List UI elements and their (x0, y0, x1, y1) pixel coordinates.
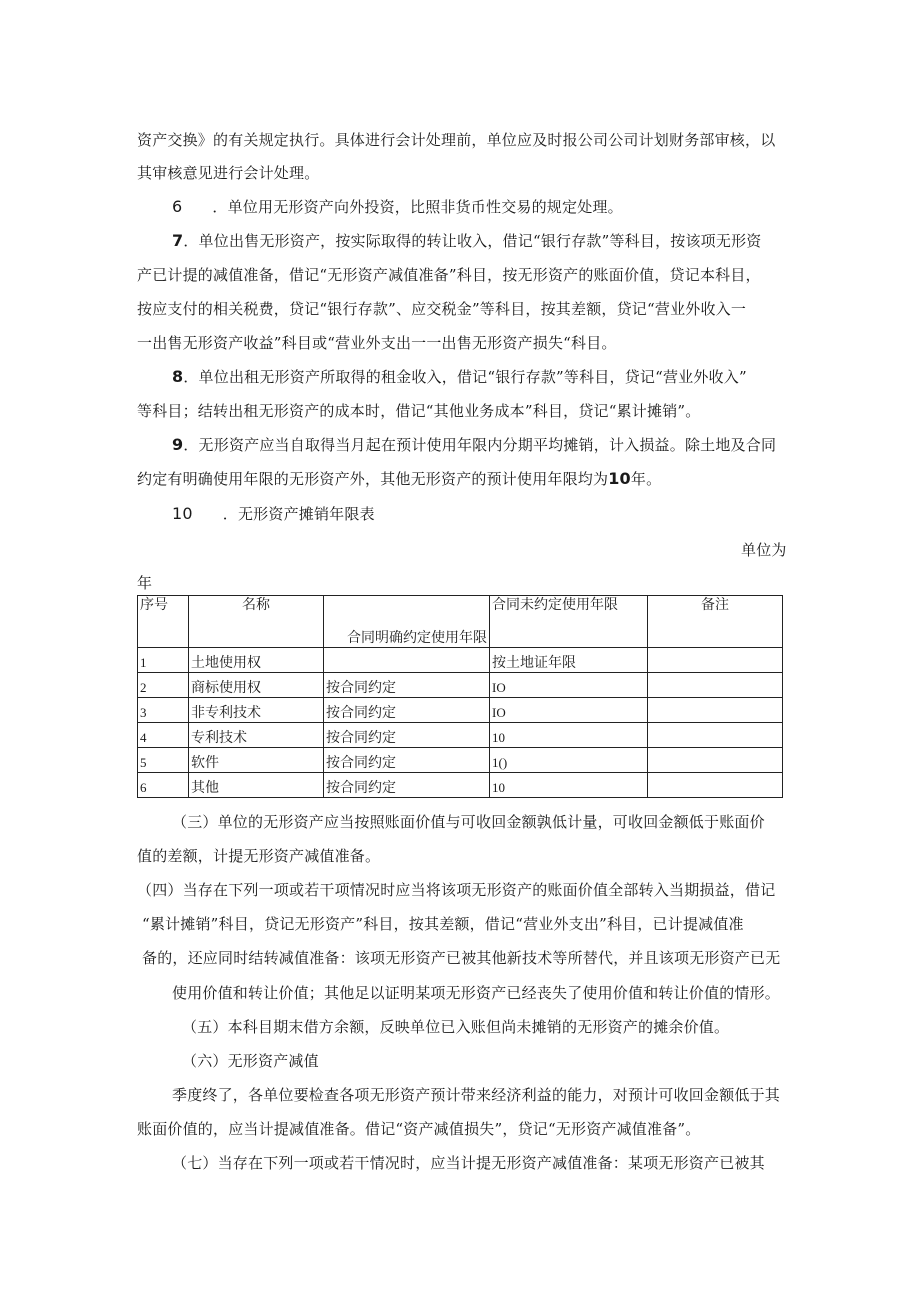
cell-undefined: 10 (490, 773, 648, 798)
text-segment: 约定有明确使用年限的无形资产外，其他无形资产的预计使用年限均为 (137, 470, 609, 488)
cell-defined: 按合同约定 (324, 773, 490, 798)
cell-remark (648, 723, 783, 748)
paragraph-line: 等科目；结转出租无形资产的成本时，借记“其他业务成本”科目，贷记“累计摊销”。 (137, 402, 701, 420)
item-6 (172, 197, 623, 217)
paragraph-line: 按应支付的相关税费，贷记“银行存款”、应交税金”等科目，按其差额，贷记“营业外收入一 (137, 300, 747, 318)
paragraph-line: 使用价值和转让价值；其他足以证明某项无形资产已经丧失了使用价值和转让价值的情形。 (172, 984, 781, 1002)
paragraph-line: 备的，还应同时结转减值准备：该项无形资产已被其他新技术等所替代，并且该项无形资产已无 (142, 949, 781, 967)
paragraph-line (137, 469, 661, 489)
cell-seq: 5 (138, 748, 189, 773)
item-7 (172, 231, 762, 251)
cell-name: 专利技术 (189, 723, 324, 748)
paragraph-line: 一出售无形资产收益”科目或“营业外支出一一出售无形资产损失“科目。 (137, 334, 617, 352)
table-row (138, 698, 783, 723)
cell-defined: 按合同约定 (324, 673, 490, 698)
cell-defined: 按合同约定 (324, 748, 490, 773)
cell-remark (648, 698, 783, 723)
cell-remark (648, 748, 783, 773)
table-row (138, 748, 783, 773)
cell-remark (648, 773, 783, 798)
paragraph-line: 账面价值的，应当计提减值准备。借记“资产减值损失”，贷记“无形资产减值准备”。 (137, 1120, 701, 1138)
cell-defined (324, 648, 490, 673)
header-name: 名称 (189, 596, 324, 648)
paragraph-line: 值的差额，计提无形资产减值准备。 (137, 847, 381, 865)
cell-name: 商标使用权 (189, 673, 324, 698)
cell-name: 软件 (189, 748, 324, 773)
paragraph-line: （四）当存在下列一项或若干项情况时应当将该项无形资产的账面价值全部转入当期损益，借记 (137, 881, 776, 899)
paragraph-line: “累计摊销”科目，贷记无形资产”科目，按其差额，借记“营业外支出”科目，已计提减值准 (142, 915, 744, 933)
item-number: 8 (172, 367, 184, 386)
cell-name: 土地使用权 (189, 648, 324, 673)
paragraph-line: （五）本科目期末借方余额，反映单位已入账但尚未摊销的无形资产的摊余价值。 (182, 1018, 730, 1036)
cell-name: 其他 (189, 773, 324, 798)
header-remark: 备注 (648, 596, 783, 648)
cell-seq: 2 (138, 673, 189, 698)
item-text: ．单位出售无形资产，按实际取得的转让收入，借记“银行存款”等科目，按该项无形资 (183, 232, 762, 250)
item-text: ．无形资产摊销年限表 (222, 505, 375, 523)
cell-undefined: 按土地证年限 (490, 648, 648, 673)
table-row (138, 773, 783, 798)
header-contract-undefined: 合同未约定使用年限 (490, 596, 648, 648)
cell-undefined: IO (490, 673, 648, 698)
years-value: 10 (608, 469, 631, 488)
cell-undefined: IO (490, 698, 648, 723)
item-text: ．单位出租无形资产所取得的租金收入，借记“银行存款”等科目，贷记“营业外收入” (183, 368, 747, 386)
paragraph-line: （三）单位的无形资产应当按照账面价值与可收回金额孰低计量，可收回金额低于账面价 (172, 813, 765, 831)
paragraph-line: 资产交换》的有关规定执行。具体进行会计处理前，单位应及时报公司公司计划财务部审核，以 (137, 131, 776, 149)
item-8 (172, 367, 747, 387)
cell-name: 非专利技术 (189, 698, 324, 723)
item-number: 10 (172, 504, 193, 523)
cell-undefined: 10 (490, 723, 648, 748)
cell-seq: 1 (138, 648, 189, 673)
item-10 (172, 504, 375, 524)
item-number: 6 (172, 197, 183, 216)
table-row (138, 648, 783, 673)
item-number: 9 (172, 435, 184, 454)
text-segment: 年。 (630, 470, 662, 488)
paragraph-line: 季度终了，各单位要检查各项无形资产预计带来经济利益的能力，对预计可收回金额低于其 (172, 1086, 781, 1104)
item-9 (172, 435, 776, 455)
paragraph-line: 其审核意见进行会计处理。 (137, 164, 320, 182)
section-title: （六）无形资产减值 (182, 1052, 319, 1070)
paragraph-line: 产已计提的减值准备，借记“无形资产减值准备”科目，按无形资产的账面价值，贷记本科目， (137, 266, 761, 284)
cell-remark (648, 648, 783, 673)
amortization-table (137, 595, 783, 798)
table-row (138, 673, 783, 698)
unit-label-continued: 年 (137, 574, 153, 592)
cell-defined: 按合同约定 (324, 723, 490, 748)
header-contract-defined: 合同明确约定使用年限 (324, 596, 490, 648)
cell-remark (648, 673, 783, 698)
table-header-row (138, 596, 783, 648)
item-number: 7 (172, 231, 184, 250)
header-seq: 序号 (138, 596, 189, 648)
cell-seq: 6 (138, 773, 189, 798)
paragraph-line: （七）当存在下列一项或若干情况时，应当计提无形资产减值准备：某项无形资产已被其 (172, 1154, 765, 1172)
item-text: ．无形资产应当自取得当月起在预计使用年限内分期平均摊销，计入损益。除土地及合同 (183, 436, 777, 454)
cell-undefined: 1() (490, 748, 648, 773)
cell-seq: 3 (138, 698, 189, 723)
unit-label: 单位为 (741, 541, 787, 559)
table-row (138, 723, 783, 748)
item-text: ．单位用无形资产向外投资，比照非货币性交易的规定处理。 (212, 198, 623, 216)
cell-seq: 4 (138, 723, 189, 748)
cell-defined: 按合同约定 (324, 698, 490, 723)
